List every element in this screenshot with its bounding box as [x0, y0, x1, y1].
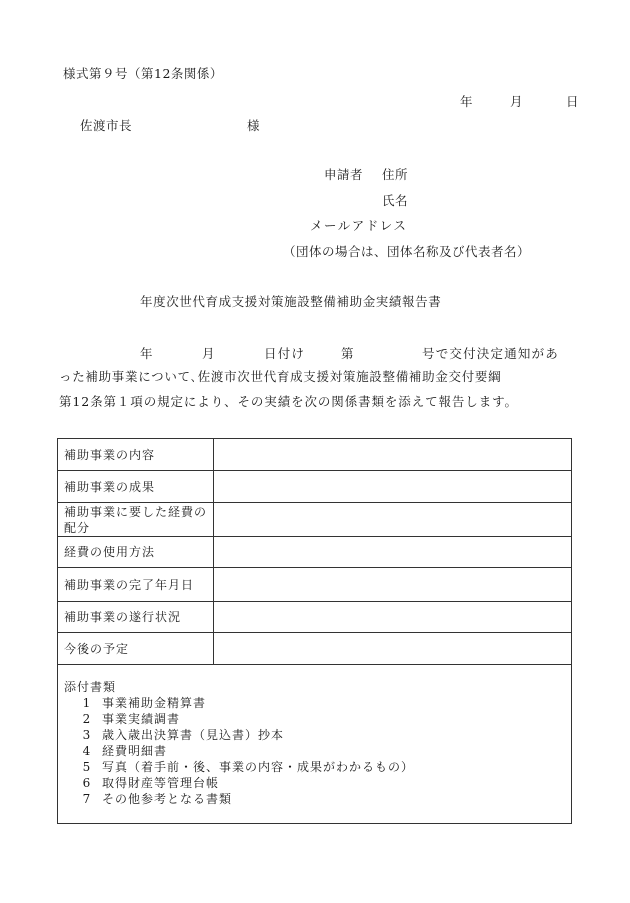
table-row: [58, 537, 572, 568]
attachment-number: 7: [82, 792, 92, 806]
body-line-2: った補助事業について､佐渡市次世代育成支援対策施設整備補助金交付要綱: [59, 369, 502, 384]
row-label: 補助事業に要した経費の配分: [58, 503, 214, 537]
addressee-name: 佐渡市長: [80, 118, 133, 133]
form-number: 様式第９号（第12条関係）: [63, 66, 223, 81]
attachment-number: 4: [82, 744, 92, 758]
body-year: 年: [140, 346, 154, 361]
document-title: 年度次世代育成支援対策施設整備補助金実績報告書: [140, 294, 442, 309]
applicant-group-note: （団体の場合は、団体名称及び代表者名）: [283, 244, 531, 259]
row-value: [214, 568, 572, 602]
row-value: [214, 537, 572, 568]
attachment-text: 事業補助金精算書: [102, 696, 207, 710]
table-row: [58, 633, 572, 665]
attachment-text: その他参考となる書類: [102, 792, 233, 806]
body-dated: 日付け: [264, 346, 306, 361]
attachments-title: 添付書類: [64, 680, 117, 694]
attachment-number: 3: [82, 728, 92, 742]
table-row: [58, 568, 572, 602]
row-value: [214, 471, 572, 503]
row-label: 補助事業の内容: [58, 439, 214, 471]
row-label: 補助事業の完了年月日: [58, 568, 214, 602]
applicant-email-label: メールアドレス: [310, 218, 408, 233]
attachments-cell: [58, 665, 572, 824]
row-label: 補助事業の成果: [58, 471, 214, 503]
date-year: 年: [460, 94, 473, 109]
row-label: 今後の予定: [58, 633, 214, 665]
attachment-number: 5: [82, 760, 92, 774]
table-row: [58, 439, 572, 471]
attachment-number: 2: [82, 712, 92, 726]
attachments-list: [64, 695, 565, 807]
report-table: [57, 438, 572, 824]
body-line1-end: 号で交付決定通知があ: [422, 346, 560, 361]
attachment-text: 事業実績調書: [102, 712, 181, 726]
date-day: 日: [566, 94, 579, 109]
attachment-text: 取得財産等管理台帳: [102, 776, 220, 790]
row-value: [214, 503, 572, 537]
list-item: [64, 791, 565, 807]
list-item: [64, 743, 565, 759]
addressee-honorific: 様: [247, 118, 260, 133]
table-row: [58, 503, 572, 537]
applicant-name-label: 氏名: [382, 193, 409, 208]
table-row: [58, 471, 572, 503]
attachment-number: 6: [82, 776, 92, 790]
attachment-number: 1: [82, 696, 92, 710]
attachment-text: 写真（着手前・後、事業の内容・成果がわかるもの）: [102, 760, 415, 774]
attachments-row: [58, 665, 572, 824]
row-value: [214, 439, 572, 471]
row-label: 補助事業の遂行状況: [58, 602, 214, 633]
row-label: 経費の使用方法: [58, 537, 214, 568]
list-item: [64, 711, 565, 727]
list-item: [64, 775, 565, 791]
list-item: [64, 759, 565, 775]
attachment-text: 経費明細書: [102, 744, 168, 758]
list-item: [64, 695, 565, 711]
list-item: [64, 727, 565, 743]
date-month: 月: [510, 94, 523, 109]
body-number-prefix: 第: [341, 346, 355, 361]
row-value: [214, 602, 572, 633]
table-row: [58, 602, 572, 633]
row-value: [214, 633, 572, 665]
body-month: 月: [202, 346, 216, 361]
body-line-3: 第12条第１項の規定により、その実績を次の関係書類を添えて報告します。: [59, 394, 518, 409]
applicant-title: 申請者: [324, 167, 364, 182]
applicant-address-label: 住所: [382, 167, 409, 182]
attachment-text: 歳入歳出決算書（見込書）抄本: [102, 728, 285, 742]
